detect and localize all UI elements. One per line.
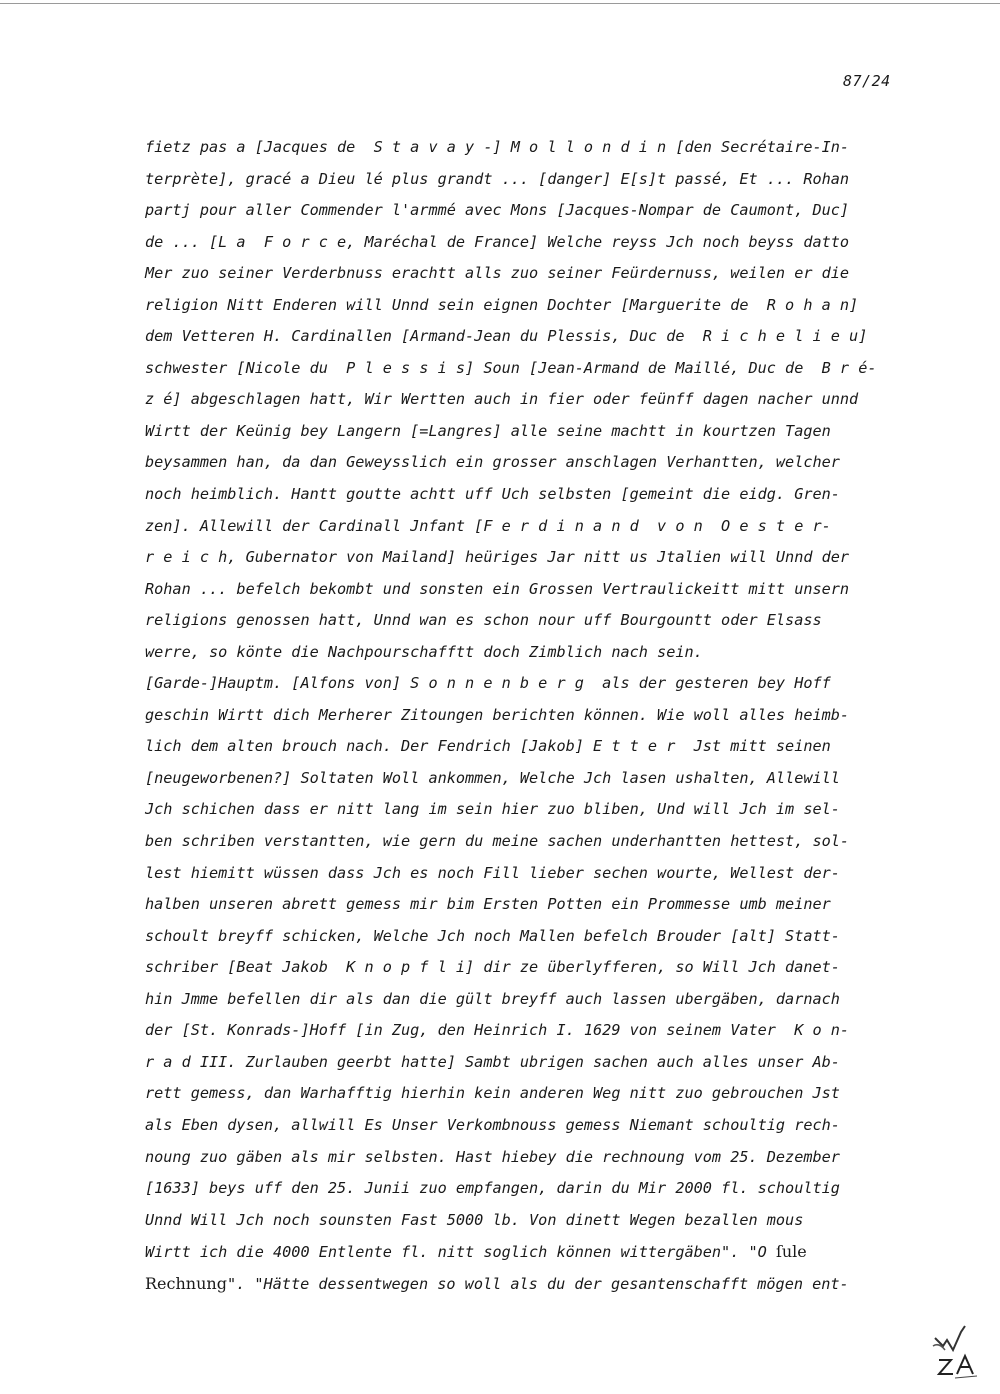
text-line: rett gemess, dan Warhafftig hierhin kein anderen Weg nitt zuo gebrouchen Jst bbox=[145, 1084, 840, 1103]
text-line: halben unseren abrett gemess mir bim Ersten Potten ein Prommesse umb meiner bbox=[145, 895, 831, 914]
text-line: Unnd Will Jch noch sounsten Fast 5000 lb. Von dinett Wegen bezallen mous bbox=[145, 1210, 804, 1229]
text-line: religion Nitt Enderen will Unnd sein eignen Dochter [Marguerite de R o h a n] bbox=[145, 295, 859, 314]
text-line: [Garde-]Hauptm. [Alfons von] S o n n e n b e r g als der gesteren bey Hoff bbox=[145, 674, 831, 693]
text-line: werre, so könte die Nachpourschafftt doch Zimblich nach sein. bbox=[145, 642, 703, 661]
text-line: der [St. Konrads-]Hoff [in Zug, den Heinrich I. 1629 von seinem Vater K o n- bbox=[145, 1021, 850, 1040]
stamp-mark bbox=[925, 1316, 993, 1384]
text-line: [neugeworbenen?] Soltaten Woll ankommen, Welche Jch lasen ushalten, Allewill bbox=[145, 768, 840, 787]
text-line: ben schriben verstantten, wie gern du meine sachen underhantten hettest, sol- bbox=[145, 832, 850, 851]
text-line: partj pour aller Commender l'armmé avec Mons [Jacques-Nompar de Caumont, Duc] bbox=[145, 201, 850, 220]
text-line: beysammen han, da dan Geweysslich ein grosser anschlagen Verhantten, welcher bbox=[145, 453, 840, 472]
text-line: dem Vetteren H. Cardinallen [Armand-Jean du Plessis, Duc de R i c h e l i e u] bbox=[145, 327, 868, 346]
text-line: zen]. Allewill der Cardinall Jnfant [F e r d i n a n d v o n O e s t e r- bbox=[145, 516, 831, 535]
top-border-line bbox=[0, 3, 1000, 4]
text-line bbox=[145, 1236, 920, 1268]
text-line: Rohan ... befelch bekombt und sonsten ein Grossen Vertraulickeitt mitt unsern bbox=[145, 579, 850, 598]
text-line: religions genossen hatt, Unnd wan es schon nour uff Bourgountt oder Elsass bbox=[145, 611, 822, 630]
text-line: schoult breyff schicken, Welche Jch noch Mallen befelch Brouder [alt] Statt- bbox=[145, 926, 840, 945]
text-line: geschin Wirtt dich Merherer Zitoungen berichten können. Wie woll alles heimb- bbox=[145, 705, 850, 724]
text-line-part: ". "Hätte dessentwegen so woll als du der gesantenschafft mögen ent- bbox=[226, 1274, 849, 1293]
text-line: fietz pas a [Jacques de S t a v a y -] M o l l o n d i n [den Secrétaire-In- bbox=[145, 138, 850, 156]
text-line: lich dem alten brouch nach. Der Fendrich [Jakob] E t t e r Jst mitt seinen bbox=[145, 737, 831, 756]
text-line: Jch schichen dass er nitt lang im sein hier zuo bliben, Und will Jch im sel- bbox=[145, 800, 840, 819]
text-line: als Eben dysen, allwill Es Unser Verkombnouss gemess Niemant schoultig rech- bbox=[145, 1115, 840, 1134]
text-line: noung zuo gäben als mir selbsten. Hast hiebey die rechnoung vom 25. Dezember bbox=[145, 1147, 840, 1166]
text-line: r a d III. Zurlauben geerbt hatte] Sambt ubrigen sachen auch alles unser Ab- bbox=[145, 1052, 840, 1071]
page-number: 87/24 bbox=[843, 72, 891, 90]
text-line: schwester [Nicole du P l e s s i s] Soun [Jean-Armand de Maillé, Duc de B r é- bbox=[145, 358, 877, 377]
text-line-part: Wirtt ich die 4000 Entlente fl. nitt soglich können wittergäben". "O bbox=[145, 1243, 767, 1262]
text-line: Wirtt der Keünig bey Langern [=Langres] alle seine machtt in kourtzen Tagen bbox=[145, 421, 831, 440]
text-line: terprète], gracé a Dieu lé plus grandt ... [danger] E[s]t passé, Et ... Rohan bbox=[145, 169, 850, 188]
text-line: Mer zuo seiner Verderbnuss erachtt alls zuo seiner Feürdernuss, weilen er die bbox=[145, 264, 850, 283]
handwritten-correction: ſule bbox=[775, 1242, 807, 1262]
stamp-text: ZA bbox=[925, 1316, 927, 1317]
text-line: lest hiemitt wüssen dass Jch es noch Fill lieber sechen wourte, Wellest der- bbox=[145, 863, 840, 882]
text-line: schriber [Beat Jakob K n o p f l i] dir ze überlyfferen, so Will Jch danet- bbox=[145, 958, 840, 977]
handwritten-correction: Rechnung bbox=[145, 1273, 227, 1293]
text-line: [1633] beys uff den 25. Junii zuo empfangen, darin du Mir 2000 fl. schoultig bbox=[145, 1179, 840, 1198]
text-line: z é] abgeschlagen hatt, Wir Wertten auch in fier oder feünff dagen nacher unnd bbox=[145, 390, 859, 409]
text-line: r e i c h, Gubernator von Mailand] heüriges Jar nitt us Jtalien will Unnd der bbox=[145, 548, 850, 567]
text-line bbox=[145, 1268, 920, 1300]
archive-stamp bbox=[925, 1316, 993, 1384]
document-body bbox=[145, 132, 920, 1299]
text-line: de ... [L a F o r c e, Maréchal de France] Welche reyss Jch noch beyss datto bbox=[145, 232, 850, 251]
text-line: hin Jmme befellen dir als dan die gült breyff auch lassen ubergäben, darnach bbox=[145, 989, 840, 1008]
text-line: noch heimblich. Hantt goutte achtt uff Uch selbsten [gemeint die eidg. Gren- bbox=[145, 485, 840, 504]
